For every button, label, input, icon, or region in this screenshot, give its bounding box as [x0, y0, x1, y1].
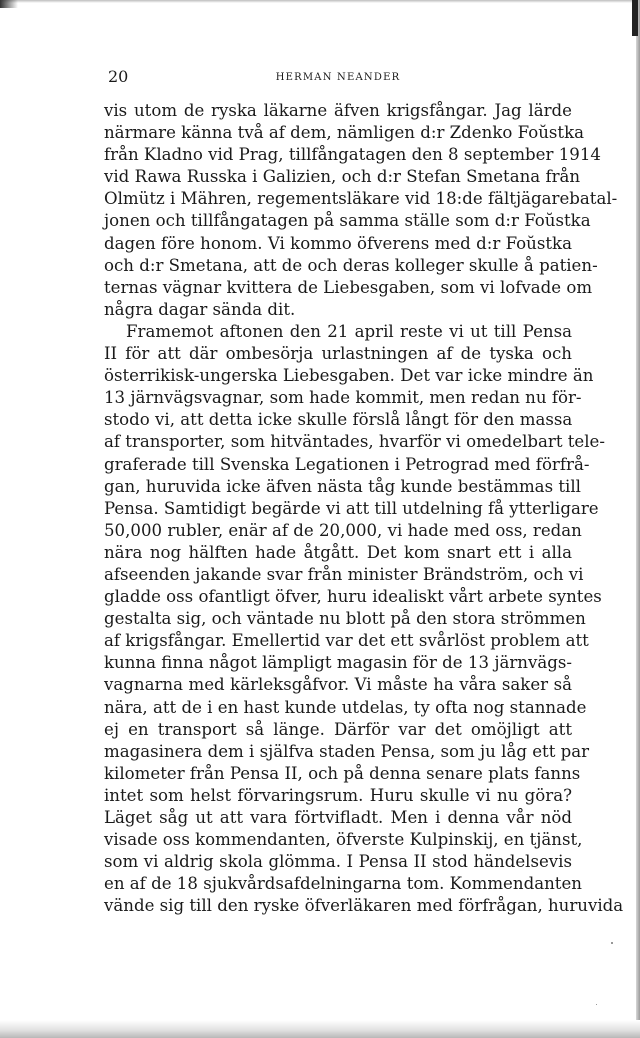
text-line: som vi aldrig skola glömma. I Pensa II stod händelsevis [104, 852, 572, 872]
text-line: jonen och tillfångatagen på samma ställe som d:r Foŭstka [104, 211, 591, 231]
text-line: II för att där ombesörja urlastningen af de tyska och [104, 344, 572, 364]
page-header [104, 66, 572, 92]
text-line: graferade till Svenska Legationen i Petrograd med förfrå- [104, 454, 590, 474]
book-page [104, 66, 624, 917]
scan-speck [596, 1004, 597, 1005]
text-line: af krigsfångar. Emellertid var det ett svårlöst problem att [104, 631, 589, 651]
scan-bottom-edge [0, 1020, 640, 1038]
text-line: österrikisk-ungerska Liebesgaben. Det var icke mindre än [104, 366, 594, 386]
text-line: vid Rawa Russka i Galizien, och d:r Stefan Smetana från [104, 167, 581, 187]
text-line: kunna finna något lämpligt magasin för de 13 järnvägs- [104, 653, 572, 673]
text-line: gan, huruvida icke äfven nästa tåg kunde bestämmas till [104, 476, 581, 496]
paragraph-1 [104, 100, 618, 321]
text-line: nära nog hälften hade åtgått. Det kom snart ett i alla [104, 542, 572, 562]
scan-left-mark [0, 0, 18, 8]
text-line: vände sig till den ryske öfverläkaren med förfrågan, huruvida [104, 896, 624, 916]
text-line: gladde oss ofantligt öfver, huru idealiskt vårt arbete syntes [104, 587, 602, 607]
text-line: afseenden jakande svar från minister Brändström, och vi [104, 564, 584, 584]
text-line: stodo vi, att detta icke skulle förslå långt för den massa [104, 410, 573, 430]
text-line: en af de 18 sjukvårdsafdelningarna tom. Kommendanten [104, 874, 582, 894]
text-line: dagen före honom. Vi kommo öfverens med d:r Foŭstka [104, 233, 572, 253]
text-line: närmare känna två af dem, nämligen d:r Zdenko Foŭstka [104, 123, 585, 143]
text-line: ej en transport så länge. Därför var det omöjligt att [104, 719, 572, 739]
text-line: nära, att de i en hast kunde utdelas, ty ofta nog stannade [104, 697, 587, 717]
body-text [104, 100, 624, 917]
running-head: HERMAN NEANDER [275, 72, 401, 83]
text-line: Pensa. Samtidigt begärde vi att till utdelning få ytterligare [104, 498, 599, 518]
text-line: vagnarna med kärleksgåfvor. Vi måste ha våra saker så [104, 675, 572, 695]
text-line: gestalta sig, och väntade nu blott på den stora strömmen [104, 609, 586, 629]
text-line: några dagar sända dit. [104, 299, 296, 319]
text-line: Läget såg ut att vara förtvifladt. Men i denna vår nöd [104, 808, 572, 827]
text-line: visade oss kommendanten, öfverste Kulpinskij, en tjänst, [104, 830, 583, 850]
text-line: af transporter, som hitväntades, hvarför vi omedelbart tele- [104, 432, 605, 452]
text-line: 13 järnvägsvagnar, som hade kommit, men redan nu för- [104, 388, 582, 408]
text-line: Olmütz i Mähren, regementsläkare vid 18:de fältjägarebatal- [104, 189, 618, 209]
page-number: 20 [108, 67, 129, 86]
text-line: intet som helst förvaringsrum. Huru skulle vi nu göra? [104, 785, 572, 805]
text-line: ternas vägnar kvittera de Liebesgaben, som vi lofvade om [104, 277, 593, 297]
scan-speck [611, 942, 613, 944]
scan-right-edge [636, 0, 640, 1038]
scan-corner-mark [632, 0, 638, 36]
text-line: och d:r Smetana, att de och deras kolleger skulle å patien- [104, 255, 598, 275]
text-line: vis utom de ryska läkarne äfven krigsfångar. Jag lärde [104, 101, 572, 120]
scan-top-edge [0, 0, 640, 3]
text-line: 50,000 rubler, enär af de 20,000, vi hade med oss, redan [104, 520, 582, 540]
text-line: kilometer från Pensa II, och på denna senare plats fanns [104, 763, 581, 783]
paragraph-2 [104, 321, 624, 918]
text-line: från Kladno vid Prag, tillfångatagen den 8 september 1914 [104, 145, 601, 165]
text-line: magasinera dem i själfva staden Pensa, som ju låg ett par [104, 741, 590, 761]
text-line: Framemot aftonen den 21 april reste vi ut till Pensa [126, 321, 572, 341]
